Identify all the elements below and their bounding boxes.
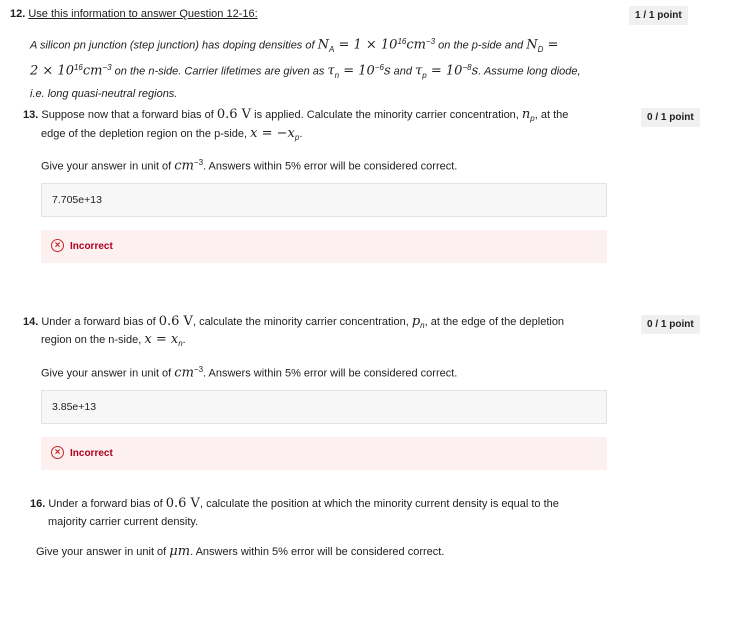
q14-points-badge: 0 / 1 point [641,315,700,334]
q16-unit-instruction: Give your answer in unit of μm. Answers within 5% error will be considered correct. [36,544,445,559]
q13-answer-input[interactable]: 7.705e+13 [41,183,607,217]
q14-prompt-line2: region on the n-side, $x = x_n$. [41,332,186,349]
q13-prompt-line2: edge of the depletion region on the p-side, $x = -x_p$. [41,126,303,143]
q13-number: 13. [23,109,39,121]
q14-unit-instruction: Give your answer in unit of $cm^{-3}$. Answers within 5% error will be considered correct. [41,365,458,381]
close-circle-icon: × [51,239,64,252]
q12-number: 12. [10,8,26,20]
q16-number: 16. [30,498,46,510]
q13-prompt-line1: 13. Suppose now that a forward bias of 0.6 V is applied. Calculate the minority carrier concentration, $n_p$, at the [23,107,569,124]
q12-link[interactable]: Use this information to answer Question 12-16: [28,8,258,20]
q13-feedback: × Incorrect [41,230,607,263]
q14-answer-input[interactable]: 3.85e+13 [41,390,607,424]
q12-header [10,8,258,20]
q16-prompt-line1: 16. Under a forward bias of 0.6 V, calculate the position at which the minority current density is equal to the [30,496,559,511]
q16-prompt-line2: majority carrier current density. [48,516,199,528]
q13-unit-instruction: Give your answer in unit of $cm^{-3}$. Answers within 5% error will be considered correct. [41,158,458,174]
q12-points-badge: 1 / 1 point [629,6,688,25]
q14-feedback: × Incorrect [41,437,607,470]
q12-intro: A silicon pn junction (step junction) has doping densities of $N_A = 1 \times 10^{16}cm^{-3}$ on the p-side and $N_D$ = $2 \times 10^{16}cm^{-3}$ on the n-side. Carrier lifetimes are given as $\tau_n = 10^{-6}s$ and $\tau_p = 10^{-8}s$. Assume long diode, i.e. long quasi-neutral regions. [30,37,581,100]
close-circle-icon: × [51,446,64,459]
q14-prompt-line1: 14. Under a forward bias of 0.6 V, calculate the minority carrier concentration, $p_n$, at the edge of the depletion [23,314,565,331]
q13-points-badge: 0 / 1 point [641,108,700,127]
q14-number: 14. [23,316,39,328]
